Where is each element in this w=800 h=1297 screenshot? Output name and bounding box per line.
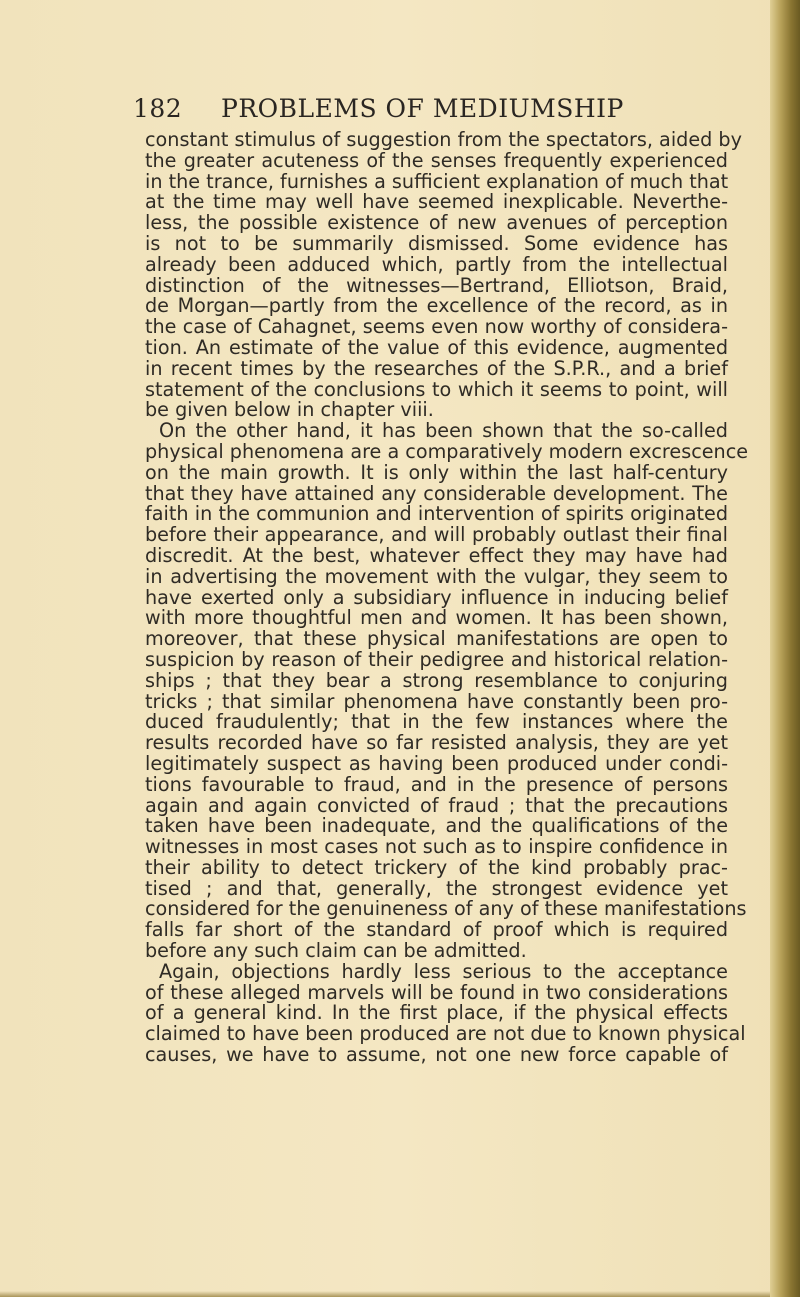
text-line: witnesses in most cases not such as to inspire confidence in xyxy=(145,835,728,859)
page-edge-shadow xyxy=(770,0,800,1297)
text-line: on the main growth. It is only within the last half-century xyxy=(145,460,728,484)
text-line: suspicion by reason of their pedigree and historical relation- xyxy=(145,647,728,671)
text-line: before their appearance, and will probably outlast their final xyxy=(145,523,728,547)
running-head: PROBLEMS OF MEDIUMSHIP xyxy=(221,94,624,123)
paragraph xyxy=(145,128,742,422)
text-line: distinction of the witnesses—Bertrand, Elliotson, Braid, xyxy=(145,273,728,297)
text-line: On the other hand, it has been shown that the so-called xyxy=(159,419,728,443)
page-number: 182 xyxy=(133,94,183,123)
page-header xyxy=(133,94,718,123)
text-line: duced fraudulently; that in the few instances where the xyxy=(145,710,728,734)
body-text xyxy=(145,128,749,1067)
text-line: tised ; and that, generally, the strongest evidence yet xyxy=(145,876,728,900)
text-line: legitimately suspect as having been produced under condi- xyxy=(145,751,728,775)
text-line: claimed to have been produced are not due to known physical xyxy=(145,1022,746,1046)
text-line: statement of the conclusions to which it seems to point, will xyxy=(145,377,728,401)
text-line: constant stimulus of suggestion from the spectators, aided by xyxy=(145,128,742,151)
text-line: in the trance, furnishes a sufficient explanation of much that xyxy=(145,169,729,193)
text-line: physical phenomena are a comparatively modern excrescence xyxy=(145,439,749,463)
text-line: in advertising the movement with the vulgar, they seem to xyxy=(145,564,728,588)
text-line: already been adduced which, partly from the intellectual xyxy=(145,252,728,276)
text-line: taken have been inadequate, and the qualifications of the xyxy=(145,814,728,838)
text-line: discredit. At the best, whatever effect they may have had xyxy=(145,543,728,567)
text-line: have exerted only a subsidiary influence in inducing belief xyxy=(145,585,728,609)
text-line: in recent times by the researches of the S.P.R., and a brief xyxy=(145,356,728,380)
text-line: considered for the genuineness of any of these manifestations xyxy=(145,897,747,921)
text-line: with more thoughtful men and women. It has been shown, xyxy=(145,606,728,630)
text-line: tion. An estimate of the value of this evidence, augmented xyxy=(145,335,728,359)
paragraph xyxy=(145,959,746,1067)
text-line: the greater acuteness of the senses frequently experienced xyxy=(145,148,728,172)
text-line: tricks ; that similar phenomena have constantly been pro- xyxy=(145,689,728,713)
text-line: of these alleged marvels will be found in two considerations xyxy=(145,980,728,1004)
text-line: their ability to detect trickery of the kind probably prac- xyxy=(145,855,728,879)
text-line: results recorded have so far resisted analysis, they are yet xyxy=(145,731,728,755)
text-line: faith in the communion and intervention of spirits originated xyxy=(145,502,728,526)
text-line: before any such claim can be admitted. xyxy=(145,939,527,963)
text-line: at the time may well have seemed inexplicable. Neverthe- xyxy=(145,190,728,214)
text-line: is not to be summarily dismissed. Some evidence has xyxy=(145,231,728,255)
text-line: falls far short of the standard of proof which is required xyxy=(145,918,728,942)
text-line: again and again convicted of fraud ; that the precautions xyxy=(145,793,728,817)
text-line: tions favourable to fraud, and in the presence of persons xyxy=(145,772,728,796)
text-line: the case of Cahagnet, seems even now worthy of considera- xyxy=(145,315,728,339)
page-bottom-edge xyxy=(0,1291,770,1297)
text-line: de Morgan—partly from the excellence of the record, as in xyxy=(145,294,728,318)
text-line: less, the possible existence of new avenues of perception xyxy=(145,211,728,235)
text-line: be given below in chapter viii. xyxy=(145,398,434,422)
text-line: ships ; that they bear a strong resemblance to conjuring xyxy=(145,668,728,692)
text-line: moreover, that these physical manifestations are open to xyxy=(145,627,728,651)
text-line: causes, we have to assume, not one new force capable of xyxy=(145,1043,728,1067)
text-line: of a general kind. In the first place, if the physical effects xyxy=(145,1001,728,1025)
text-line: Again, objections hardly less serious to the acceptance xyxy=(159,959,728,983)
paragraph xyxy=(145,419,749,963)
text-line: that they have attained any considerable development. The xyxy=(145,481,728,505)
